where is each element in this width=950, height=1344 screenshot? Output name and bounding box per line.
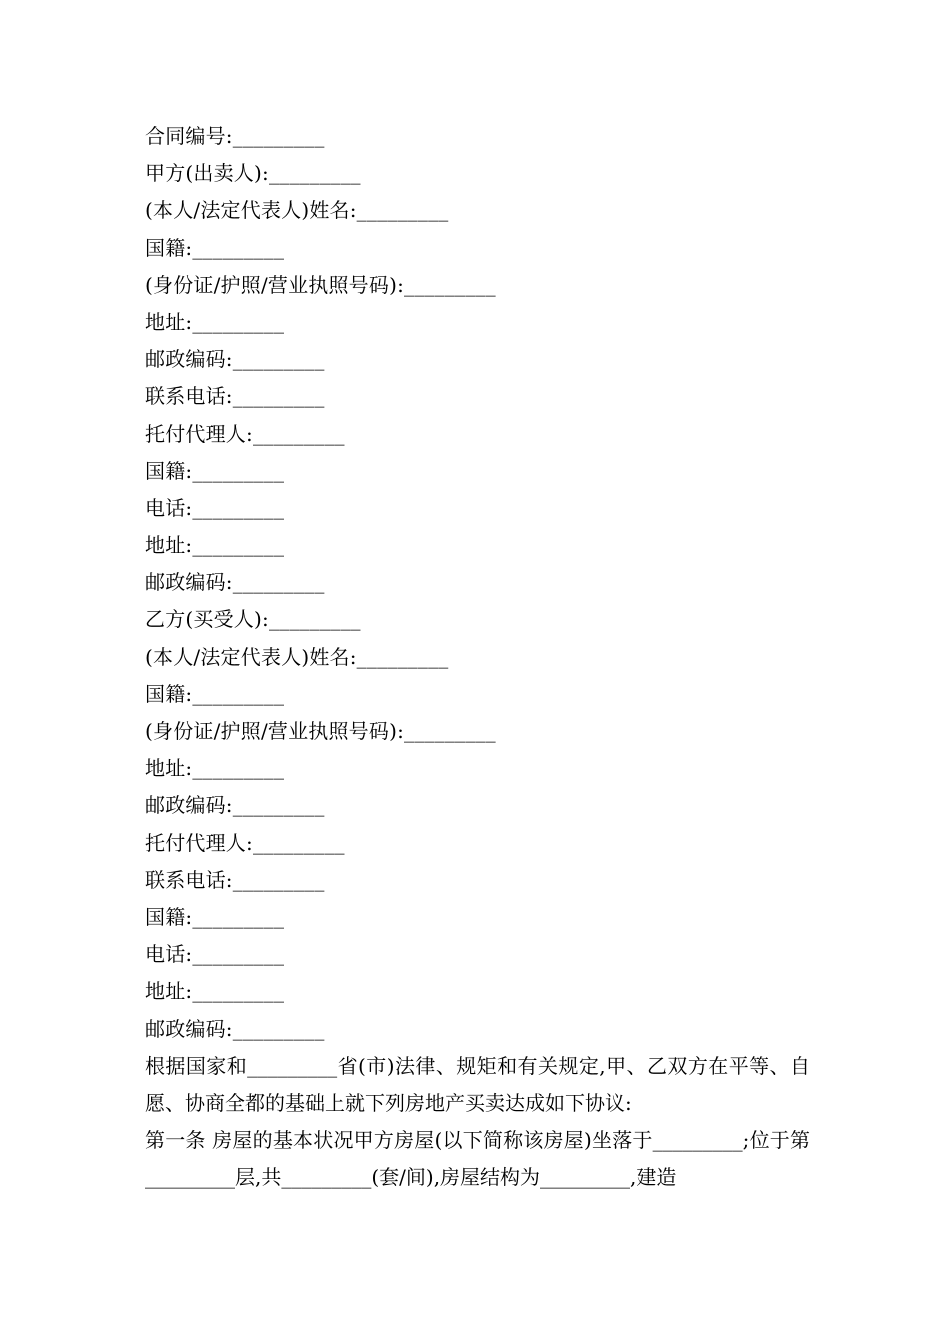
- party-a-agent-phone-line: 电话:_________: [145, 495, 285, 520]
- party-b-name-line: (本人/法定代表人)姓名:_________: [145, 644, 449, 669]
- party-b-buyer-line: 乙方(买受人):_________: [145, 607, 361, 632]
- party-b-id-number-line: (身份证/护照/营业执照号码):_________: [145, 719, 496, 743]
- article-one-paragraph: 第一条 房屋的基本状况甲方房屋(以下简称该房屋)坐落于_________;位于第_________层,共_________(套/间),房屋结构为_________,建造: [145, 1128, 810, 1190]
- party-b-agent-postal-code-line: 邮政编码:_________: [145, 1016, 325, 1041]
- agreement-preamble-paragraph: 根据国家和_________省(市)法律、规矩和有关规定,甲、乙双方在平等、自愿、协商全都的基础上就下列房地产买卖达成如下协议:: [145, 1053, 810, 1115]
- party-b-agent-line: 托付代理人:_________: [145, 830, 345, 855]
- party-a-seller-line: 甲方(出卖人):_________: [145, 161, 361, 186]
- party-a-agent-address-line: 地址:_________: [145, 533, 285, 558]
- party-a-id-number-line: (身份证/护照/营业执照号码):_________: [145, 272, 496, 297]
- party-a-postal-code-line: 邮政编码:_________: [145, 347, 325, 372]
- party-b-agent-phone-line: 电话:_________: [145, 942, 285, 967]
- party-a-agent-line: 托付代理人:_________: [145, 421, 345, 446]
- party-a-agent-nationality-line: 国籍:_________: [145, 458, 285, 483]
- party-b-agent-nationality-line: 国籍:_________: [145, 904, 285, 929]
- party-b-postal-code-line: 邮政编码:_________: [145, 793, 325, 818]
- contract-number-line: 合同编号:_________: [145, 124, 325, 148]
- party-a-agent-postal-code-line: 邮政编码:_________: [145, 570, 325, 595]
- party-a-name-line: (本人/法定代表人)姓名:_________: [145, 198, 449, 223]
- party-b-nationality-line: 国籍:_________: [145, 681, 285, 706]
- party-b-phone-line: 联系电话:_________: [145, 867, 325, 892]
- party-b-agent-address-line: 地址:_________: [145, 979, 285, 1004]
- party-b-address-line: 地址:_________: [145, 756, 285, 781]
- party-a-nationality-line: 国籍:_________: [145, 235, 285, 260]
- party-a-phone-line: 联系电话:_________: [145, 384, 325, 409]
- party-a-address-line: 地址:_________: [145, 309, 285, 334]
- contract-body: [145, 118, 810, 1197]
